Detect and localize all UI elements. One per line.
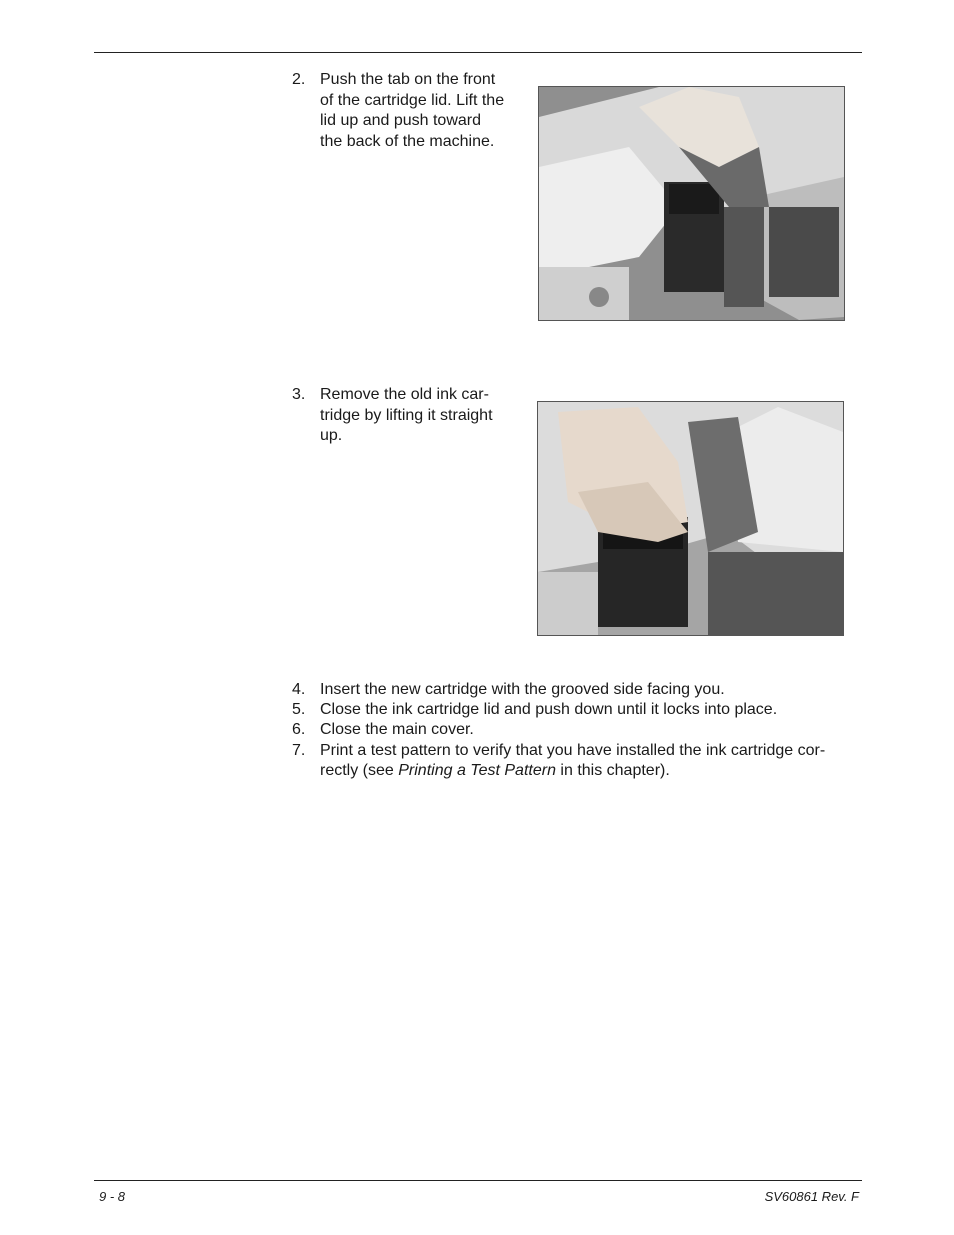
step-number: 7. xyxy=(292,741,306,759)
step-text: Close the main cover. xyxy=(320,721,474,739)
page-number: 9 - 8 xyxy=(99,1189,126,1204)
list-item xyxy=(292,680,862,700)
step-text-line: Remove the old ink car- xyxy=(320,386,489,403)
list-item xyxy=(292,741,862,781)
cartridge-lid-illustration xyxy=(539,87,844,320)
steps-list xyxy=(292,680,862,781)
step-text: Close the ink cartridge lid and push down until it locks into place. xyxy=(320,701,778,719)
step-text-line: Print a test pattern to verify that you have installed the ink cartridge cor- xyxy=(320,741,826,759)
remove-cartridge-illustration xyxy=(538,402,843,635)
step-text-line xyxy=(320,761,862,781)
step-text-fragment: in this chapter). xyxy=(555,761,670,779)
step-text-line: Push the tab on the front xyxy=(320,71,496,88)
step-text-line: lid up and push toward xyxy=(320,112,481,129)
footer-rule xyxy=(94,1180,862,1181)
step-text-line: of the cartridge lid. Lift the xyxy=(320,91,505,109)
step-text xyxy=(320,385,493,447)
header-rule xyxy=(94,52,862,53)
step-number: 4. xyxy=(292,681,306,698)
step-text-line: up. xyxy=(320,427,343,444)
step-text-line: the back of the machine. xyxy=(320,132,495,150)
list-item xyxy=(292,700,862,720)
step-number: 5. xyxy=(292,701,306,719)
cross-reference: Printing a Test Pattern xyxy=(398,761,556,779)
step-number: 6. xyxy=(292,721,306,739)
step-number: 3. xyxy=(292,386,306,403)
cartridge-lid-photo xyxy=(538,86,845,321)
step-text-line: tridge by lifting it straight xyxy=(320,406,493,424)
remove-cartridge-photo xyxy=(537,401,844,636)
document-id: SV60861 Rev. F xyxy=(764,1189,859,1204)
list-item xyxy=(292,720,862,740)
step-text xyxy=(320,70,504,152)
step-text-fragment: rectly (see xyxy=(320,761,399,779)
step-number: 2. xyxy=(292,71,306,88)
step-text: Insert the new cartridge with the grooved side facing you. xyxy=(320,681,725,698)
